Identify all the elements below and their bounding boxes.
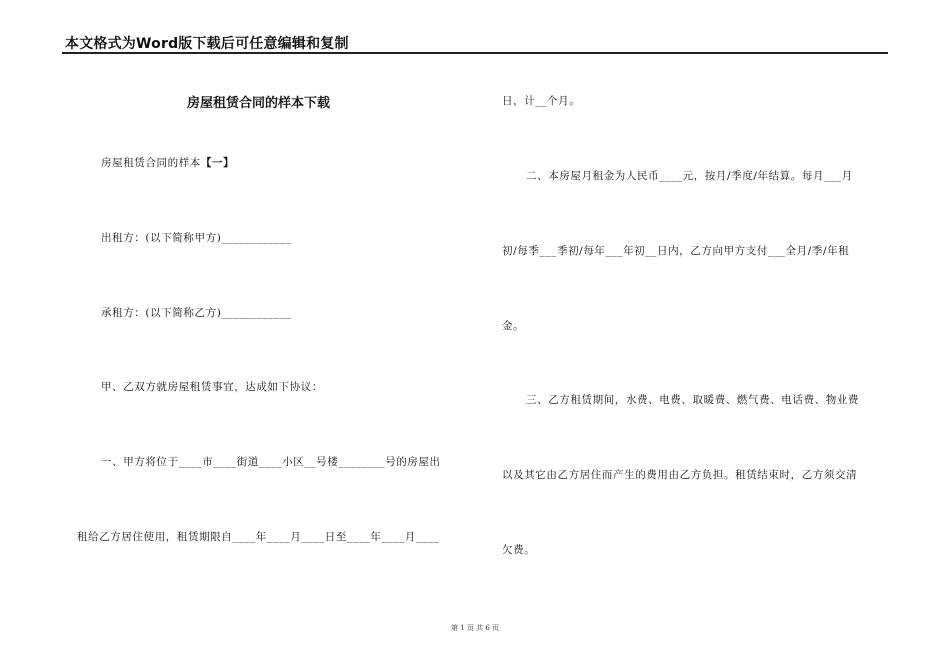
right-column-line-6: 以及其它由乙方居住而产生的费用由乙方负担。租赁结束时，乙方须交清: [502, 469, 858, 481]
agreement-line: 甲、乙双方就房屋租赁事宜，达成如下协议：: [101, 381, 323, 393]
clause-1-line-1: 一、甲方将位于____市____街道____小区__号楼________号的房屋出: [101, 456, 441, 468]
subtitle-line: [101, 155, 234, 170]
page-number: 第 1 页 共 6 页: [450, 624, 500, 632]
right-column-line-5: 三、乙方租赁期间，水费、电费、取暖费、燃气费、电话费、物业费: [526, 394, 859, 406]
document-header-note: 本文格式为Word版下载后可任意编辑和复制: [65, 36, 349, 52]
subtitle-marker: 【一】: [200, 157, 235, 169]
right-column-line-1: 日，计__个月。: [502, 95, 581, 107]
lessor-line: 出租方：(以下简称甲方)____________: [101, 232, 292, 244]
right-column-line-2: 二、本房屋月租金为人民币____元，按月/季度/年结算。每月___月: [526, 170, 853, 182]
header-divider: [62, 52, 888, 54]
right-column-line-3: 初/每季___季初/每年___年初__日内，乙方向甲方支付___全月/季/年租: [502, 245, 850, 257]
right-column-line-4: 金。: [502, 320, 525, 332]
document-title: 房屋租赁合同的样本下载: [187, 96, 331, 111]
clause-1-line-2: 租给乙方居住使用，租赁期限自____年____月____日至____年____月____: [77, 531, 440, 543]
right-column-line-7: 欠费。: [502, 544, 536, 556]
subtitle-prefix: 房屋租赁合同的样本: [101, 157, 201, 169]
lessee-line: 承租方：(以下简称乙方)____________: [101, 307, 292, 319]
